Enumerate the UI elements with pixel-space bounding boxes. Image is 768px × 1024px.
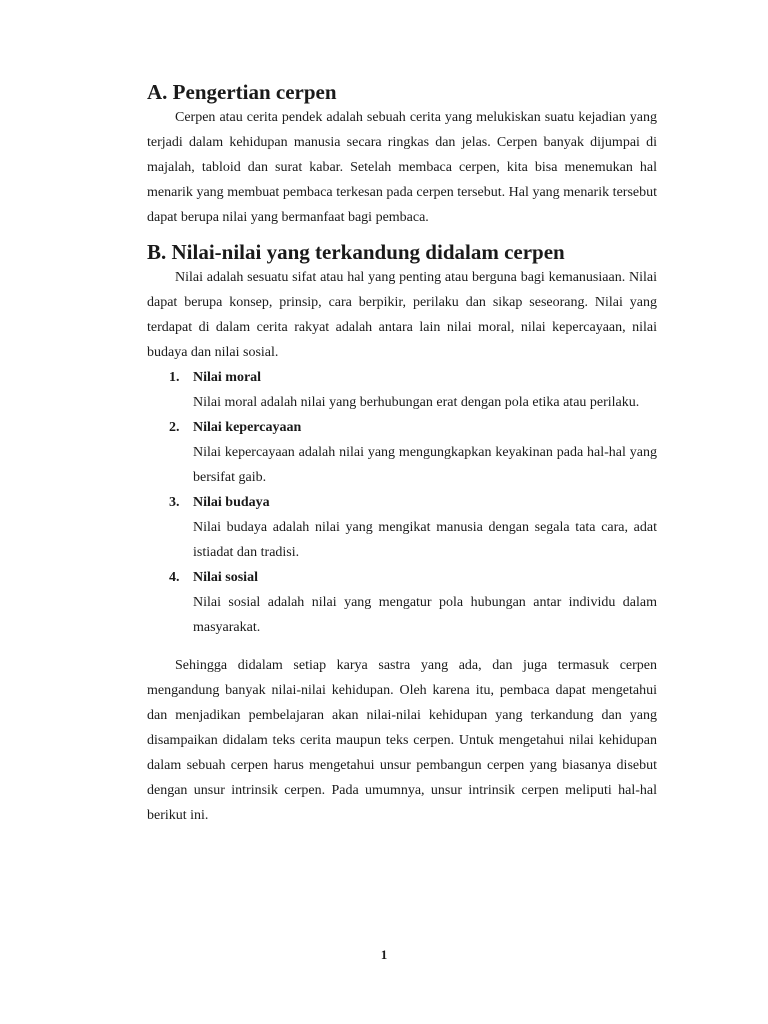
section-b-paragraph: Nilai adalah sesuatu sifat atau hal yang penting atau berguna bagi kemanusiaan. Nilai dapat berupa konsep, prinsip, cara berpikir, perilaku dan sikap seseorang. Nilai yang terdapat di dalam cerita rakyat adalah antara lain nilai moral, nilai kepercayaan, nilai budaya dan nilai sosial. bbox=[147, 270, 657, 360]
list-item-title-text: Nilai sosial bbox=[193, 570, 258, 585]
list-item-title-text: Nilai kepercayaan bbox=[193, 420, 302, 435]
list-item-kepercayaan bbox=[147, 415, 657, 490]
section-a-heading: A. Pengertian cerpen bbox=[147, 80, 337, 104]
values-list bbox=[147, 365, 657, 640]
list-item-budaya bbox=[147, 490, 657, 565]
list-item-description: Nilai sosial adalah nilai yang mengatur pola hubungan antar individu dalam masyarakat. bbox=[193, 595, 657, 635]
list-item-title bbox=[147, 415, 657, 440]
list-item-sosial bbox=[147, 565, 657, 640]
list-item-title bbox=[147, 490, 657, 515]
list-item-description: Nilai budaya adalah nilai yang mengikat manusia dengan segala tata cara, adat istiadat dan tradisi. bbox=[193, 520, 657, 560]
list-item-number: 2. bbox=[169, 420, 180, 435]
list-item-description: Nilai moral adalah nilai yang berhubungan erat dengan pola etika atau perilaku. bbox=[193, 395, 640, 410]
list-item-moral bbox=[147, 365, 657, 415]
document-page bbox=[147, 80, 657, 828]
list-item-number: 4. bbox=[169, 570, 180, 585]
closing-paragraph: Sehingga didalam setiap karya sastra yang ada, dan juga termasuk cerpen mengandung banyak nilai-nilai kehidupan. Oleh karena itu, pembaca dapat mengetahui dan menjadikan pembelajaran akan nilai-nilai kehidupan yang terkandung dan yang disampaikan didalam teks cerita maupun teks cerpen. Untuk mengetahui nilai kehidupan dalam sebuah cerpen harus mengetahui unsur pembangun cerpen yang biasanya disebut dengan unsur intrinsik cerpen. Pada umumnya, unsur intrinsik cerpen meliputi hal-hal berikut ini. bbox=[147, 658, 657, 823]
list-item-title bbox=[147, 565, 657, 590]
section-a-paragraph: Cerpen atau cerita pendek adalah sebuah cerita yang melukiskan suatu kejadian yang terjadi dalam kehidupan manusia secara ringkas dan jelas. Cerpen banyak dijumpai di majalah, tabloid dan surat kabar. Setelah membaca cerpen, kita bisa menemukan hal menarik yang membuat pembaca terkesan pada cerpen tersebut. Hal yang menarik tersebut dapat berupa nilai yang bermanfaat bagi pembaca. bbox=[147, 110, 657, 225]
section-b-heading: B. Nilai-nilai yang terkandung didalam cerpen bbox=[147, 240, 565, 264]
list-item-title-text: Nilai budaya bbox=[193, 495, 270, 510]
page-number: 1 bbox=[380, 947, 388, 962]
list-item-title bbox=[147, 365, 657, 390]
list-item-number: 3. bbox=[169, 495, 180, 510]
list-spacer bbox=[147, 640, 657, 653]
list-item-description: Nilai kepercayaan adalah nilai yang mengungkapkan keyakinan pada hal-hal yang bersifat gaib. bbox=[193, 445, 657, 485]
list-item-title-text: Nilai moral bbox=[193, 370, 262, 385]
list-item-number: 1. bbox=[169, 370, 180, 385]
section-spacer bbox=[147, 230, 657, 240]
